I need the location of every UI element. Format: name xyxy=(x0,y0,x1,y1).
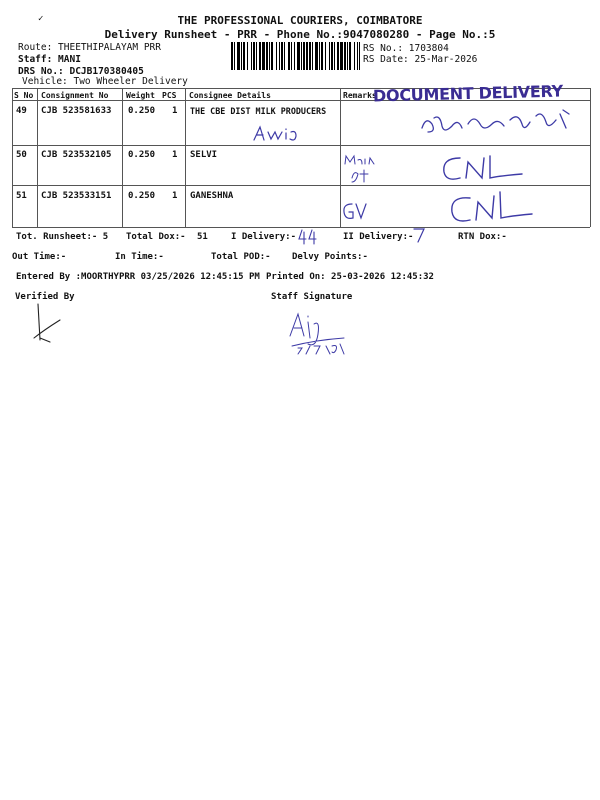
col-consignee: Consignee Details xyxy=(189,91,271,100)
total-dox-label: Total Dox:- xyxy=(126,232,186,242)
row-sno: 49 xyxy=(16,106,27,116)
col-consignment: Consignment No xyxy=(41,91,109,100)
rs-no-label: RS No.: 1703804 xyxy=(363,43,449,54)
route-label: Route: THEETHIPALAYAM PRR xyxy=(18,42,161,53)
staff-signature-image xyxy=(286,308,352,356)
handwritten-cnl-row-50 xyxy=(438,150,528,186)
total-pod-label: Total POD:- xyxy=(211,252,271,262)
corner-mark: ✓ xyxy=(38,14,44,24)
printed-on: Printed On: 25-03-2026 12:45:32 xyxy=(266,272,434,282)
entered-by: Entered By :MOORTHYPRR 03/25/2026 12:45:15 PM xyxy=(16,272,260,282)
delvy-points-label: Delvy Points:- xyxy=(292,252,368,262)
row-pcs: 1 xyxy=(172,191,178,201)
staff-label: Staff: MANI xyxy=(18,54,81,65)
staff-signature-label: Staff Signature xyxy=(271,292,353,302)
handwritten-cnl-row-51 xyxy=(446,188,536,228)
company-title: THE PROFESSIONAL COURIERS, COIMBATORE xyxy=(177,14,423,27)
handwritten-receiver-name-1 xyxy=(250,124,330,144)
i-delivery-label: I Delivery:- xyxy=(231,232,297,242)
row-consignee: THE CBE DIST MILK PRODUCERS xyxy=(190,106,327,116)
handwritten-remark-row-50 xyxy=(342,152,378,186)
row-consignee: GANESHNA xyxy=(190,191,234,201)
col-weight: Weight xyxy=(126,91,155,100)
row-sno: 51 xyxy=(16,191,27,201)
rs-date-label: RS Date: 25-Mar-2026 xyxy=(363,54,478,65)
in-time-label: In Time:- xyxy=(115,252,164,262)
handwritten-signature-row-49 xyxy=(418,106,578,144)
ii-delivery-label: II Delivery:- xyxy=(343,232,414,242)
verified-by-signature xyxy=(30,302,70,344)
out-time-label: Out Time:- xyxy=(12,252,67,262)
handwritten-ii-delivery-count xyxy=(412,226,426,244)
row-consignee: SELVI xyxy=(190,150,218,160)
row-consignment: CJB 523532105 xyxy=(41,150,112,160)
col-pcs: PCS xyxy=(162,91,177,100)
barcode-image xyxy=(231,42,360,70)
row-sno: 50 xyxy=(16,150,27,160)
tot-runsheet: Tot. Runsheet:- 5 xyxy=(16,232,109,242)
handwritten-remark-row-51 xyxy=(340,198,370,224)
col-sno: S No xyxy=(14,91,34,100)
total-dox-value: 51 xyxy=(197,232,208,242)
document-delivery-stamp: DOCUMENT DELIVERY xyxy=(372,81,564,106)
row-pcs: 1 xyxy=(172,150,178,160)
row-consignment: CJB 523533151 xyxy=(41,191,112,201)
row-weight: 0.250 xyxy=(128,191,156,201)
row-pcs: 1 xyxy=(172,106,178,116)
row-weight: 0.250 xyxy=(128,106,156,116)
rtn-dox-label: RTN Dox:- xyxy=(458,232,507,242)
vehicle-label: Vehicle: Two Wheeler Delivery xyxy=(22,76,188,87)
drs-label: DRS No.: DCJB170380405 xyxy=(18,66,144,77)
verified-by-label: Verified By xyxy=(15,292,75,302)
row-consignment: CJB 523581633 xyxy=(41,106,112,116)
col-remarks: Remarks xyxy=(343,91,377,100)
row-weight: 0.250 xyxy=(128,150,156,160)
runsheet-subtitle: Delivery Runsheet - PRR - Phone No.:9047080280 - Page No.:5 xyxy=(104,28,496,41)
handwritten-i-delivery-count xyxy=(297,228,319,246)
